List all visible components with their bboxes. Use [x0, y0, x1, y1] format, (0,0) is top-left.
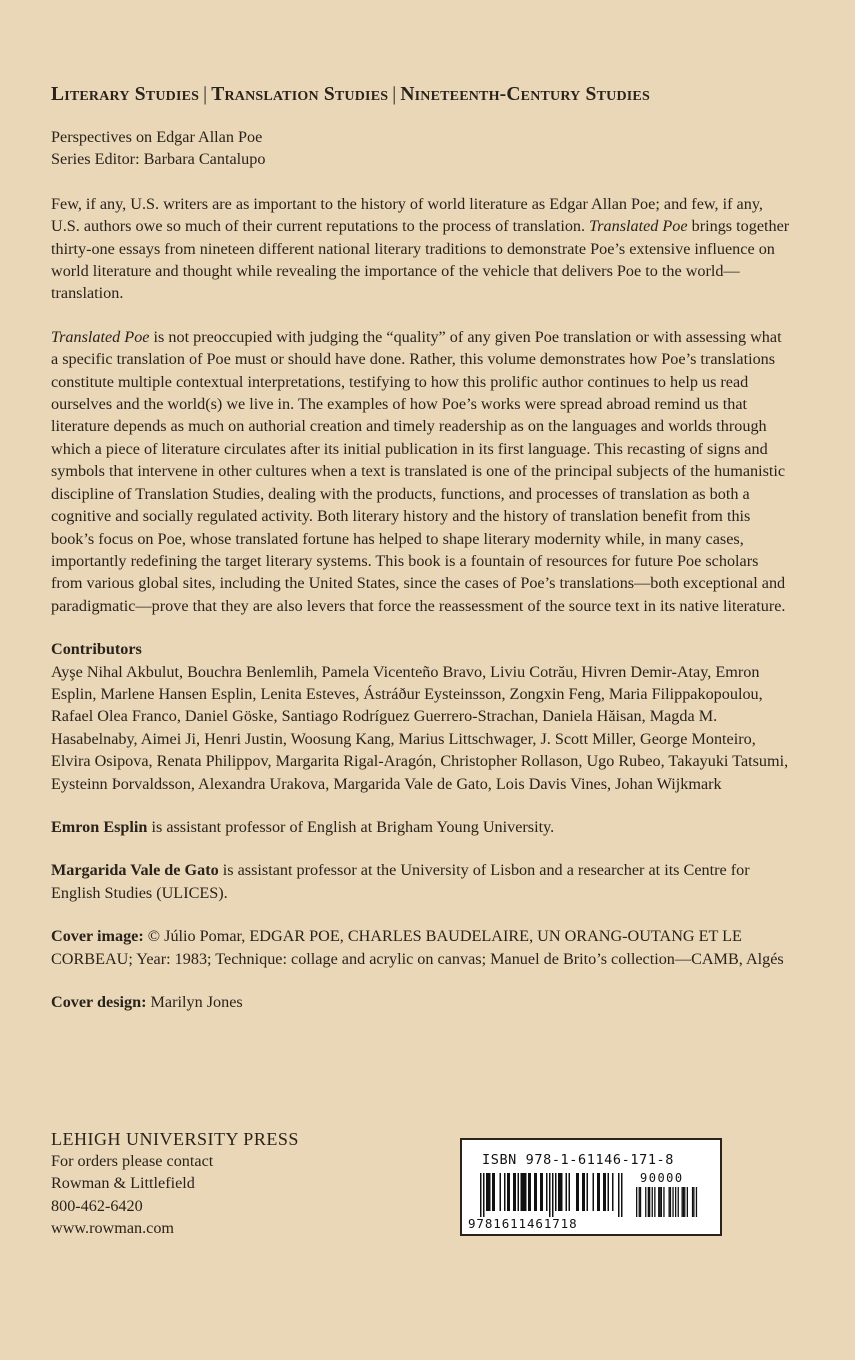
addon-bar [670, 1187, 671, 1217]
barcode-bar [599, 1173, 601, 1211]
addon-bar [675, 1187, 676, 1217]
barcode-bar [518, 1173, 520, 1211]
barcode-bar [500, 1173, 502, 1211]
barcode-bar [489, 1173, 491, 1211]
editor-name: Emron Esplin [51, 817, 148, 836]
publisher-info [51, 1128, 299, 1240]
addon-digits: 90000 [640, 1171, 684, 1185]
barcode-bar [584, 1173, 586, 1211]
back-cover [51, 84, 791, 1034]
barcode-bar [534, 1173, 536, 1211]
barcode-bar [509, 1173, 511, 1211]
barcode-bar [483, 1173, 485, 1217]
barcode-bar [558, 1173, 560, 1211]
cover-design-credit: Cover design: Marilyn Jones [51, 993, 243, 1011]
book-title: Translated Poe [589, 217, 688, 236]
addon-bar [696, 1187, 697, 1217]
addon-barcode-bars [636, 1187, 706, 1217]
barcode-bar [522, 1173, 524, 1211]
addon-bar [648, 1187, 649, 1217]
barcode-bar [621, 1173, 623, 1217]
barcode-bar [566, 1173, 568, 1211]
barcode-bar [540, 1173, 542, 1211]
barcode-bar [603, 1173, 605, 1211]
addon-bar [693, 1187, 694, 1217]
separator: | [392, 84, 397, 105]
barcode-bar [494, 1173, 496, 1211]
addon-bar [684, 1187, 685, 1217]
barcode-bar [549, 1173, 551, 1217]
series-title: Perspectives on Edgar Allan Poe [51, 128, 263, 146]
cover-image-credit: Cover image: © Júlio Pomar, EDGAR POE, CHARLES BAUDELAIRE, UN ORANG-OUTANG ET LE CORBEAU; Year: 1983; Technique: collage and acrylic on canvas; Manuel de Brito’s collection—CAMB, Algés [51, 927, 784, 968]
isbn-number: ISBN 978-1-61146-171-8 [482, 1152, 675, 1168]
addon-bar [661, 1187, 662, 1217]
description-paragraph-1: Few, if any, U.S. writers are as important to the history of world literature as Edgar Allan Poe; and few, if any, U.S. authors owe so much of their current reputations to the process of translation. Translated Poe brings together thirty-one essays from nineteen different national literary traditions to demonstrate Poe’s extensive influence on world literature and thought while revealing the importance of the vehicle that delivers Poe to the world—translation. [51, 194, 790, 303]
barcode-bar [525, 1173, 527, 1211]
addon-bar [658, 1187, 659, 1217]
barcode-bar [492, 1173, 494, 1211]
series-info [51, 126, 791, 171]
barcode-bar [504, 1173, 506, 1211]
barcode-bar [597, 1173, 599, 1211]
addon-bar [640, 1187, 641, 1217]
barcode-bar [569, 1173, 571, 1211]
addon-bar [669, 1187, 670, 1217]
editor-name: Margarida Vale de Gato [51, 861, 219, 880]
editor-bio: Emron Esplin is assistant professor of English at Brigham Young University. [51, 817, 555, 836]
barcode-bar [560, 1173, 562, 1211]
barcode-bar [546, 1173, 548, 1211]
barcode-bar [587, 1173, 589, 1211]
contributors-section [51, 638, 791, 795]
website-url: www.rowman.com [51, 1219, 175, 1238]
addon-bar [683, 1187, 684, 1217]
barcode-bar [612, 1173, 614, 1211]
ean-barcode-bars [480, 1173, 630, 1217]
addon-bar [692, 1187, 693, 1217]
editor-bio: Margarida Vale de Gato is assistant professor at the University of Lisbon and a researcher at its Centre for English Studies (ULICES). [51, 861, 750, 902]
addon-bar [663, 1187, 664, 1217]
barcode-bar [521, 1173, 523, 1211]
barcode-bar [608, 1173, 610, 1211]
contributors-heading: Contributors [51, 640, 142, 659]
barcode-bar [507, 1173, 509, 1211]
publisher-name: LEHIGH UNIVERSITY PRESS [51, 1129, 299, 1149]
barcode-bar [536, 1173, 538, 1211]
barcode-bar [515, 1173, 517, 1211]
separator: | [203, 84, 208, 105]
addon-bar [672, 1187, 673, 1217]
subject-translation: Translation Studies [211, 84, 389, 105]
barcode-bar [486, 1173, 488, 1211]
series-editor: Series Editor: Barbara Cantalupo [51, 150, 266, 169]
addon-bar [636, 1187, 637, 1217]
barcode-bar [593, 1173, 595, 1211]
barcode-bar [552, 1173, 554, 1217]
subject-nineteenth-century: Nineteenth-Century Studies [400, 84, 650, 105]
barcode-bar [513, 1173, 515, 1211]
subject-categories [51, 84, 791, 106]
barcode-bar [555, 1173, 557, 1211]
barcode-bar [578, 1173, 580, 1211]
addon-bar [639, 1187, 640, 1217]
barcode-bar [618, 1173, 620, 1217]
barcode-bar [561, 1173, 563, 1211]
barcode-bar [542, 1173, 544, 1211]
isbn-barcode [460, 1138, 722, 1236]
barcode-bar [582, 1173, 584, 1211]
orders-note: For orders please contact [51, 1152, 214, 1170]
barcode-bar [605, 1173, 607, 1211]
barcode-bar [488, 1173, 490, 1211]
addon-bar [652, 1187, 653, 1217]
barcode-bar [524, 1173, 526, 1211]
book-title: Translated Poe [51, 327, 150, 346]
barcode-bar [480, 1173, 482, 1217]
contributors-list: Ayşe Nihal Akbulut, Bouchra Benlemlih, Pamela Vicenteño Bravo, Liviu Cotrău, Hivren Demir-Atay, Emron Esplin, Marlene Hansen Esplin, Lenita Esteves, Ástráður Eysteinsson, Zongxin Feng, Maria Filippakopoulou, Rafael Olea Franco, Daniel Göske, Santiago Rodríguez Guerrero-Strachan, Daniela Hăisan, Magda M. Hasabelnaby, Aimei Ji, Henri Justin, Woosung Kang, Marius Littschwager, J. Scott Miller, George Monteiro, Elvira Osipova, Renata Philippov, Margarita Rigal-Aragón, Christopher Rollason, Ugo Rubeo, Takayuki Tatsumi, Eysteinn Þorvaldsson, Alexandra Urakova, Margarida Vale de Gato, Lois Davis Vines, Johan Wijkmark [51, 662, 789, 793]
addon-bar [649, 1187, 650, 1217]
addon-bar [682, 1187, 683, 1217]
subject-literary: Literary Studies [51, 84, 200, 105]
addon-bar [654, 1187, 655, 1217]
barcode-bar [528, 1173, 530, 1211]
addon-bar [645, 1187, 646, 1217]
distributor-name: Rowman & Littlefield [51, 1174, 195, 1193]
phone-number: 800-462-6420 [51, 1196, 143, 1215]
addon-bar [659, 1187, 660, 1217]
barcode-bar [576, 1173, 578, 1211]
ean-digits: 9781611461718 [468, 1216, 578, 1231]
barcode-bar [530, 1173, 532, 1211]
description-paragraph-2: Translated Poe is not preoccupied with judging the “quality” of any given Poe translation or with assessing what a specific translation of Poe must or should have done. Rather, this volume demonstrates how Poe’s translations constitute multiple contextual interpretations, testifying to how this prolific author continues to help us read ourselves and the world(s) we live in. The examples of how Poe’s works were spread abroad remind us that literature depends as much on authorial creation and timely readership as on the languages and worlds through which a piece of literature circulates after its initial publication in its first language. This recasting of signs and symbols that intervene in other cultures when a text is translated is one of the principal subjects of the humanistic discipline of Translation Studies, dealing with the products, functions, and processes of translation as both a cognitive and socially regulated activity. Both literary history and the history of translation benefit from this book’s focus on Poe, whose translated fortune has helped to shape literary modernity while, in many cases, importantly redefining the target literary systems. This book is a fountain of resources for future Poe scholars from various global sites, including the United States, since the cases of Poe’s translations—both exceptional and paradigmatic—prove that they are also levers that force the reassessment of the source text in its native literature. [51, 327, 786, 615]
addon-bar [678, 1187, 679, 1217]
addon-bar [687, 1187, 688, 1217]
